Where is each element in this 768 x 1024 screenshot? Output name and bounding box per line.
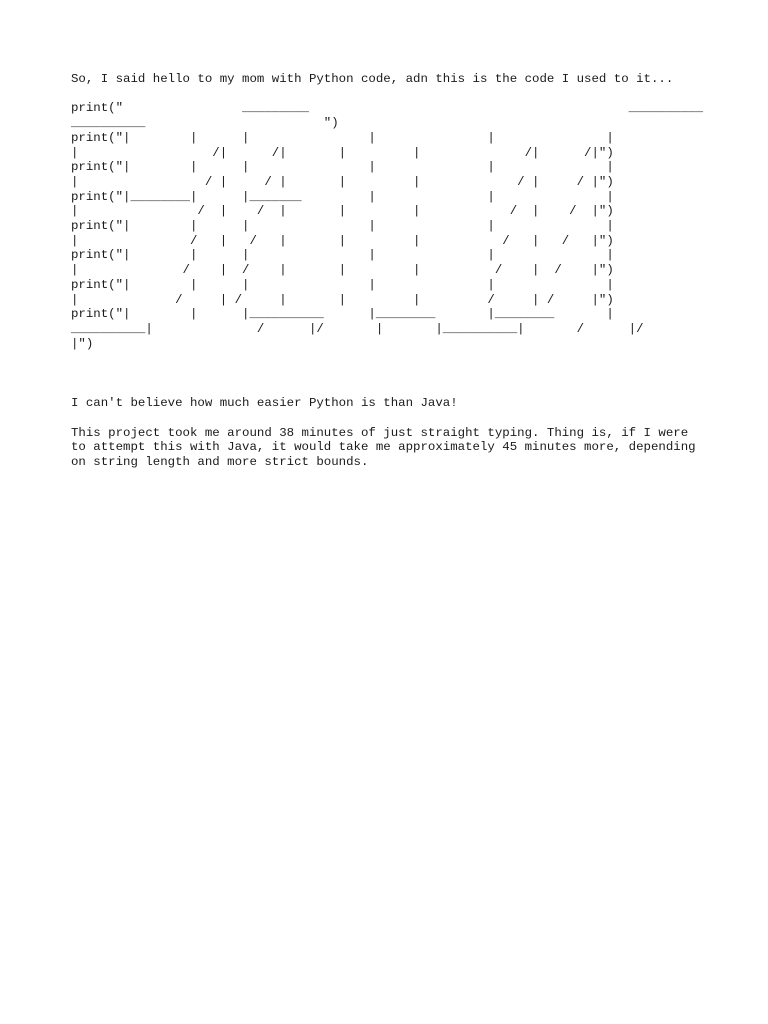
code-line: | / | / | | | / | / |") xyxy=(71,174,614,189)
code-line: print("| | |__________ |________ |________ | xyxy=(71,307,614,322)
code-line: print(" _________ __________ xyxy=(71,101,704,116)
document-page xyxy=(71,72,704,485)
code-line: | / | / | | | / | / |") xyxy=(71,233,614,248)
intro-paragraph: So, I said hello to my mom with Python code, adn this is the code I used to it... xyxy=(71,72,674,86)
code-line: print("|________| |_______ | | | xyxy=(71,189,614,204)
remark-paragraph: I can't believe how much easier Python is than Java! xyxy=(71,396,458,411)
code-line: print("| | | | | | xyxy=(71,130,614,145)
code-line: print("| | | | | | xyxy=(71,160,614,175)
code-line: |") xyxy=(71,336,94,351)
code-line: print("| | | | | | xyxy=(71,219,614,234)
code-line: | / | / | | | / | / |") xyxy=(71,292,614,307)
code-line: print("| | | | | | xyxy=(71,248,614,263)
code-line: print("| | | | | | xyxy=(71,277,614,292)
code-line: | / | / | | | / | / |") xyxy=(71,263,614,278)
code-line: __________| / |/ | |__________| / |/ xyxy=(71,321,644,336)
code-line: | /| /| | | /| /|") xyxy=(71,145,614,160)
code-line: __________ ") xyxy=(71,116,339,131)
code-line: | / | / | | | / | / |") xyxy=(71,204,614,219)
code-block xyxy=(71,101,704,351)
closing-paragraph: This project took me around 38 minutes of just straight typing. Thing is, if I were to attempt this with Java, it would take me approximately 45 minutes more, depending on string length and more strict bounds. xyxy=(71,425,696,470)
